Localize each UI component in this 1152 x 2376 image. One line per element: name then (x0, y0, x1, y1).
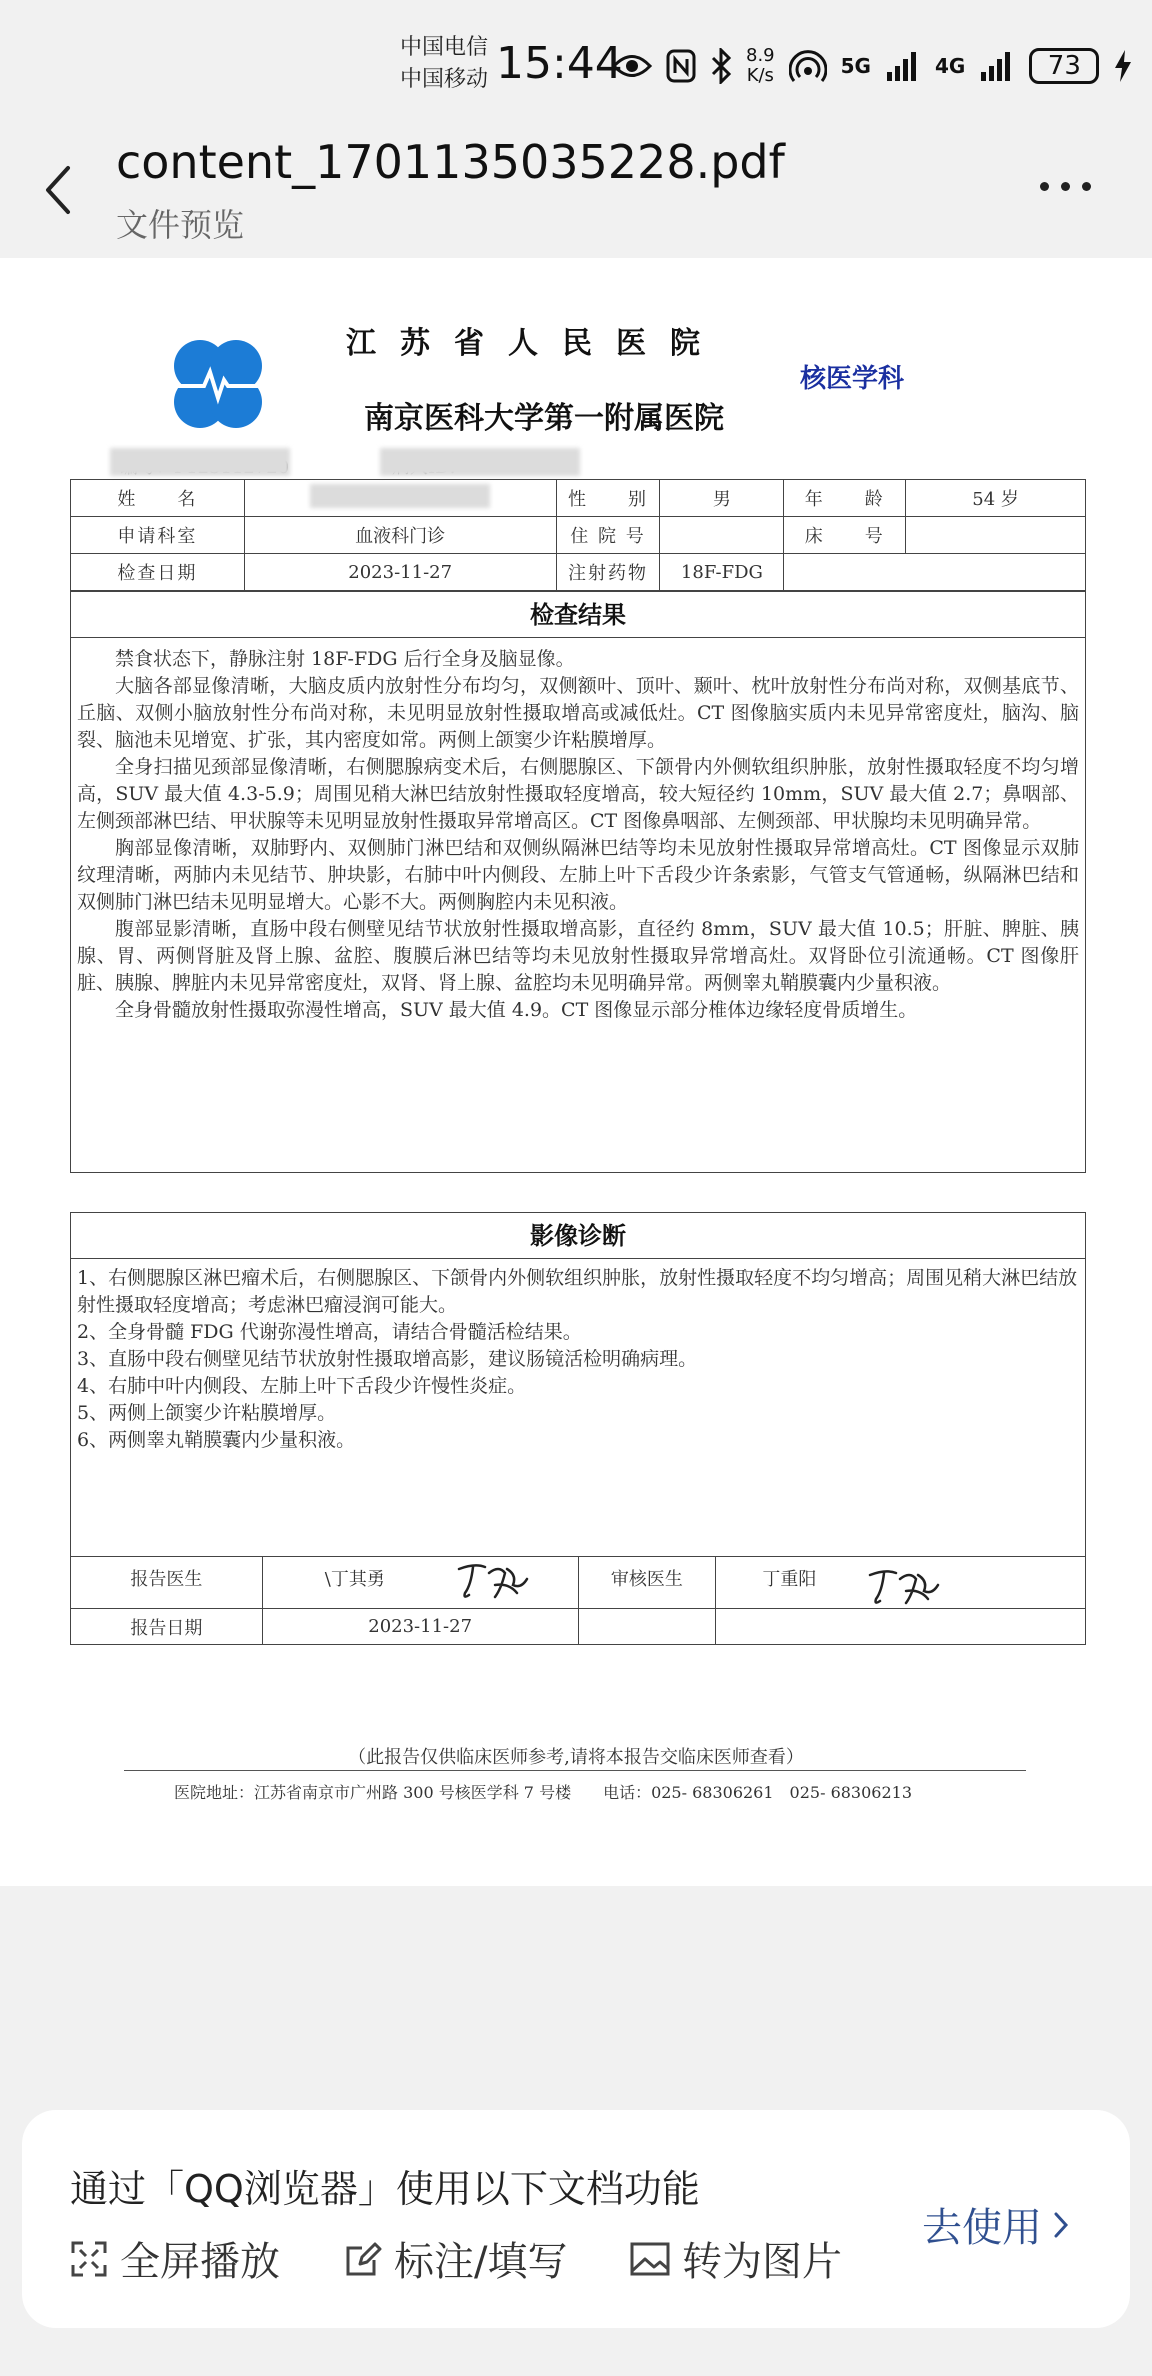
findings-paragraph: 胸部显像清晰，双肺野内、双侧肺门淋巴结和双侧纵隔淋巴结等均未见放射性摄取异常增高灶。CT 图像显示双肺纹理清晰，两肺内未见结节、肿块影，右肺中叶内侧段、左肺上叶下舌段少许条索影，气管支气管通畅，纵隔淋巴结和双侧肺门淋巴结未见明显增大。心影不大。两侧胸腔内未见积液。 (77, 837, 1079, 913)
diagnosis-body (71, 1259, 1085, 1454)
department-name: 核医学科 (800, 364, 905, 394)
findings-section (70, 591, 1086, 1173)
bluetooth-icon (710, 48, 732, 84)
medical-report (0, 258, 1152, 1886)
carrier-1: 中国电信 (400, 35, 489, 60)
name-value (244, 480, 556, 517)
dept-label: 申请科室 (71, 517, 245, 554)
signal-icon (979, 50, 1015, 82)
title-bar (0, 130, 1152, 258)
inpatient-value (660, 517, 784, 554)
diagnosis-item: 2、全身骨髓 FDG 代谢弥漫性增高，请结合骨髓活检结果。 (77, 1321, 582, 1343)
feature-label: 全屏播放 (120, 2239, 280, 2285)
age-label: 年 龄 (784, 480, 906, 517)
more-options-button[interactable] (1040, 182, 1100, 196)
diagnosis-item: 5、两侧上颌窦少许粘膜增厚。 (77, 1402, 337, 1424)
divider (124, 1770, 1026, 1771)
diagnosis-item: 6、两侧睾丸鞘膜囊内少量积液。 (77, 1429, 356, 1451)
diagnosis-item: 4、右肺中叶内侧段、左肺上叶下舌段少许慢性炎症。 (77, 1375, 527, 1397)
diagnosis-item: 1、右侧腮腺区淋巴瘤术后，右侧腮腺区、下颌骨内外侧软组织肿胀，放射性摄取轻度不均匀增高；周围见稍大淋巴结放射性摄取轻度增高；考虑淋巴瘤浸润可能大。 (77, 1267, 1078, 1316)
redaction (110, 448, 290, 476)
empty-cell (716, 1609, 1086, 1645)
image-icon (630, 2241, 670, 2277)
status-bar (0, 0, 1152, 130)
edit-icon (344, 2240, 382, 2278)
feature-annotate[interactable] (344, 2230, 567, 2287)
dept-value: 血液科门诊 (244, 517, 556, 554)
redaction (380, 448, 580, 476)
status-icons (612, 46, 1133, 86)
drug-value: 18F-FDG (660, 554, 784, 591)
go-use-label: 去使用 (922, 2205, 1042, 2251)
doctor-value: \丁其勇 (262, 1557, 578, 1609)
diagnosis-section (70, 1212, 1086, 1557)
bed-label: 床 号 (784, 517, 906, 554)
battery-indicator: 73 (1029, 48, 1099, 84)
findings-title: 检查结果 (71, 592, 1085, 638)
document-viewer[interactable] (0, 258, 1152, 1886)
doctor-label: 报告医生 (71, 1557, 263, 1609)
findings-paragraph: 大脑各部显像清晰，大脑皮质内放射性分布均匀，双侧额叶、顶叶、颞叶、枕叶放射性分布尚对称，双侧基底节、丘脑、双侧小脑放射性分布尚对称，未见明显放射性摄取增高或减低灶。CT 图像脑实质内未见异常密度灶，脑沟、脑裂、脑池未见增宽、扩张，其内密度如常。两侧上颌窦少许粘膜增厚。 (77, 675, 1079, 751)
patient-info-table (70, 479, 1086, 591)
sex-label: 性 别 (556, 480, 660, 517)
report-note: （此报告仅供临床医师参考,请将本报告交临床医师查看） (348, 1747, 804, 1768)
nfc-icon (666, 49, 696, 83)
carrier-2: 中国移动 (400, 67, 489, 92)
name-label: 姓 名 (71, 480, 245, 517)
findings-paragraph: 全身扫描见颈部显像清晰，右侧腮腺病变术后，右侧腮腺区、下颌骨内外侧软组织肿胀，放射性摄取轻度不均匀增高，SUV 最大值 4.3-5.9；周围见稍大淋巴结放射性摄取轻度增高，较大短径约 10mm，SUV 最大值 2.7；鼻咽部、左侧颈部淋巴结、甲状腺等未见明显放射性摄取异常增高区。CT 图像鼻咽部、左侧颈部、甲状腺均未见明确异常。 (77, 756, 1079, 832)
more-dots-icon (1040, 182, 1049, 191)
inpatient-label: 住 院 号 (556, 517, 660, 554)
diagnosis-title: 影像诊断 (71, 1213, 1085, 1259)
age-value: 54 岁 (906, 480, 1086, 517)
date-value: 2023-11-27 (244, 554, 556, 591)
browser-promo-sheet (22, 2110, 1130, 2328)
feature-to-image[interactable] (630, 2230, 842, 2287)
empty-cell (578, 1609, 716, 1645)
hospital-name: 江苏省人民医院 (346, 326, 724, 361)
fullscreen-icon (70, 2240, 108, 2278)
hotspot-icon (789, 49, 827, 83)
date-label: 检查日期 (71, 554, 245, 591)
file-title: content_1701135035228.pdf (116, 135, 785, 189)
network-speed: 8.9 K/s (746, 45, 775, 86)
clock: 15:44 (496, 38, 623, 89)
sex-value: 男 (660, 480, 784, 517)
bed-value (906, 517, 1086, 554)
empty-cell (784, 554, 1086, 591)
findings-body (71, 638, 1085, 1024)
diagnosis-item: 3、直肠中段右侧壁见结节状放射性摄取增高影，建议肠镜活检明确病理。 (77, 1348, 698, 1370)
findings-paragraph: 全身骨髓放射性摄取弥漫性增高，SUV 最大值 4.9。CT 图像显示部分椎体边缘轻度骨质增生。 (115, 999, 918, 1021)
reviewer-signature (866, 1563, 946, 1607)
back-button[interactable] (38, 160, 78, 220)
carrier-names (400, 32, 488, 96)
signal-icon (885, 50, 921, 82)
findings-paragraph: 禁食状态下，静脉注射 18F-FDG 后行全身及脑显像。 (115, 648, 575, 670)
feature-fullscreen[interactable] (70, 2230, 280, 2287)
network-type-1: 5G (840, 54, 871, 78)
file-subtitle: 文件预览 (116, 206, 245, 244)
reviewer-value: 丁重阳 (716, 1557, 1086, 1609)
chevron-left-icon (38, 160, 78, 220)
reviewer-label: 审核医生 (578, 1557, 716, 1609)
chevron-right-icon (1052, 2210, 1070, 2240)
signature-table (70, 1556, 1086, 1645)
doctor-signature (455, 1559, 535, 1603)
feature-label: 转为图片 (682, 2239, 842, 2285)
network-type-2: 4G (934, 54, 966, 78)
findings-paragraph: 腹部显影清晰，直肠中段右侧壁见结节状放射性摄取增高影，直径约 8mm，SUV 最大值 10.5；肝脏、脾脏、胰腺、胃、两侧肾脏及肾上腺、盆腔、腹膜后淋巴结等均未见放射性摄取异常增高灶。双肾卧位引流通畅。CT 图像肝脏、胰腺、脾脏内未见异常密度灶，双肾、肾上腺、盆腔均未见明确异常。两侧睾丸鞘膜囊内少量积液。 (77, 918, 1079, 994)
charging-icon (1113, 49, 1133, 83)
promo-title: 通过「QQ浏览器」使用以下文档功能 (70, 2167, 700, 2211)
hospital-name-secondary: 南京医科大学第一附属医院 (364, 401, 724, 436)
feature-label: 标注/填写 (394, 2239, 568, 2285)
report-date-value: 2023-11-27 (262, 1609, 578, 1645)
drug-label: 注射药物 (556, 554, 660, 591)
eye-icon (612, 53, 652, 79)
hospital-address: 医院地址：江苏省南京市广州路 300 号核医学科 7 号楼 电话：025- 68306261 025- 68306213 (174, 1783, 913, 1802)
report-date-label: 报告日期 (71, 1609, 263, 1645)
go-use-button[interactable] (922, 2196, 1070, 2253)
hospital-logo (170, 336, 266, 432)
